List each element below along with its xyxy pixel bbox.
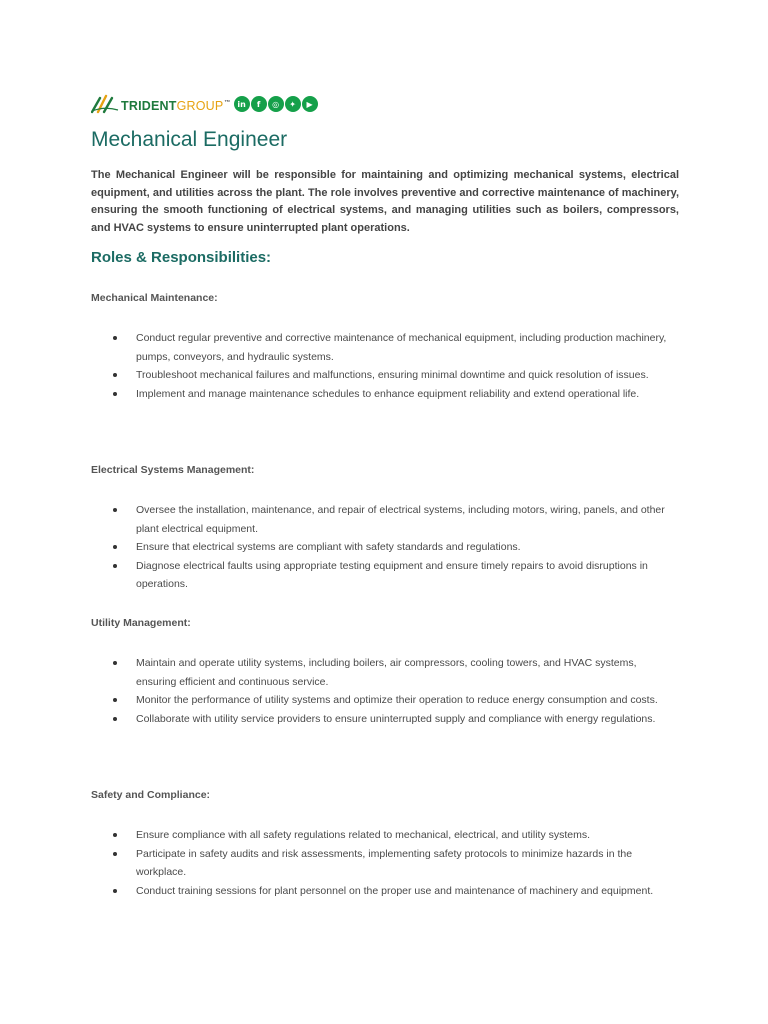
roles-heading: Roles & Responsibilities: [91,249,272,266]
section-heading-electrical: Electrical Systems Management: [91,464,255,476]
bullet-icon [113,392,117,396]
linkedin-icon[interactable]: in [234,96,250,112]
list-item: Ensure compliance with all safety regulations related to mechanical, electrical, and utility systems. [113,826,679,845]
list-item: Troubleshoot mechanical failures and malfunctions, ensuring minimal downtime and quick resolution of issues. [113,366,679,385]
list-item: Conduct training sessions for plant personnel on the proper use and maintenance of machinery and equipment. [113,882,679,901]
bullet-icon [113,373,117,377]
list-item: Collaborate with utility service providers to ensure uninterrupted supply and compliance with energy regulations. [113,710,679,729]
bullet-icon [113,889,117,893]
bullet-icon [113,661,117,665]
logo-wordmark: TRIDENTGROUP™ [121,98,231,113]
list-utility [113,654,679,728]
list-item: Diagnose electrical faults using appropriate testing equipment and ensure timely repairs to avoid disruptions in operations. [113,557,679,594]
list-item: Oversee the installation, maintenance, and repair of electrical systems, including motors, wiring, panels, and other plant electrical equipment. [113,501,679,538]
list-mechanical [113,329,679,403]
facebook-icon[interactable]: f [251,96,267,112]
list-item: Implement and manage maintenance schedules to enhance equipment reliability and extend operational life. [113,385,679,404]
bullet-icon [113,336,117,340]
list-item: Monitor the performance of utility systems and optimize their operation to reduce energy consumption and costs. [113,691,679,710]
bullet-icon [113,564,117,568]
section-heading-utility: Utility Management: [91,617,191,629]
bullet-icon [113,698,117,702]
list-item: Ensure that electrical systems are compliant with safety standards and regulations. [113,538,679,557]
list-electrical [113,501,679,594]
bullet-icon [113,852,117,856]
instagram-icon[interactable]: ◎ [268,96,284,112]
social-icons [234,96,318,112]
page-title: Mechanical Engineer [91,128,288,151]
list-safety [113,826,679,900]
intro-paragraph: The Mechanical Engineer will be responsible for maintaining and optimizing mechanical systems, electrical equipment, and utilities across the plant. The role involves preventive and corrective maintenance of machinery, ensuring the smooth functioning of electrical systems, and managing utilities such as boilers, compressors, and HVAC systems to ensure uninterrupted plant operations. [91,169,679,234]
list-item: Conduct regular preventive and corrective maintenance of mechanical equipment, including production machinery, pumps, conveyors, and hydraulic systems. [113,329,679,366]
trident-logo-icon [91,94,119,114]
twitter-icon[interactable]: ✦ [285,96,301,112]
section-heading-mechanical: Mechanical Maintenance: [91,292,218,304]
bullet-icon [113,833,117,837]
youtube-icon[interactable]: ▶ [302,96,318,112]
bullet-icon [113,545,117,549]
company-logo [91,92,318,116]
bullet-icon [113,717,117,721]
section-heading-safety: Safety and Compliance: [91,789,211,801]
list-item: Participate in safety audits and risk assessments, implementing safety protocols to minimize hazards in the workplace. [113,845,679,882]
list-item: Maintain and operate utility systems, including boilers, air compressors, cooling towers, and HVAC systems, ensuring efficient and continuous service. [113,654,679,691]
bullet-icon [113,508,117,512]
